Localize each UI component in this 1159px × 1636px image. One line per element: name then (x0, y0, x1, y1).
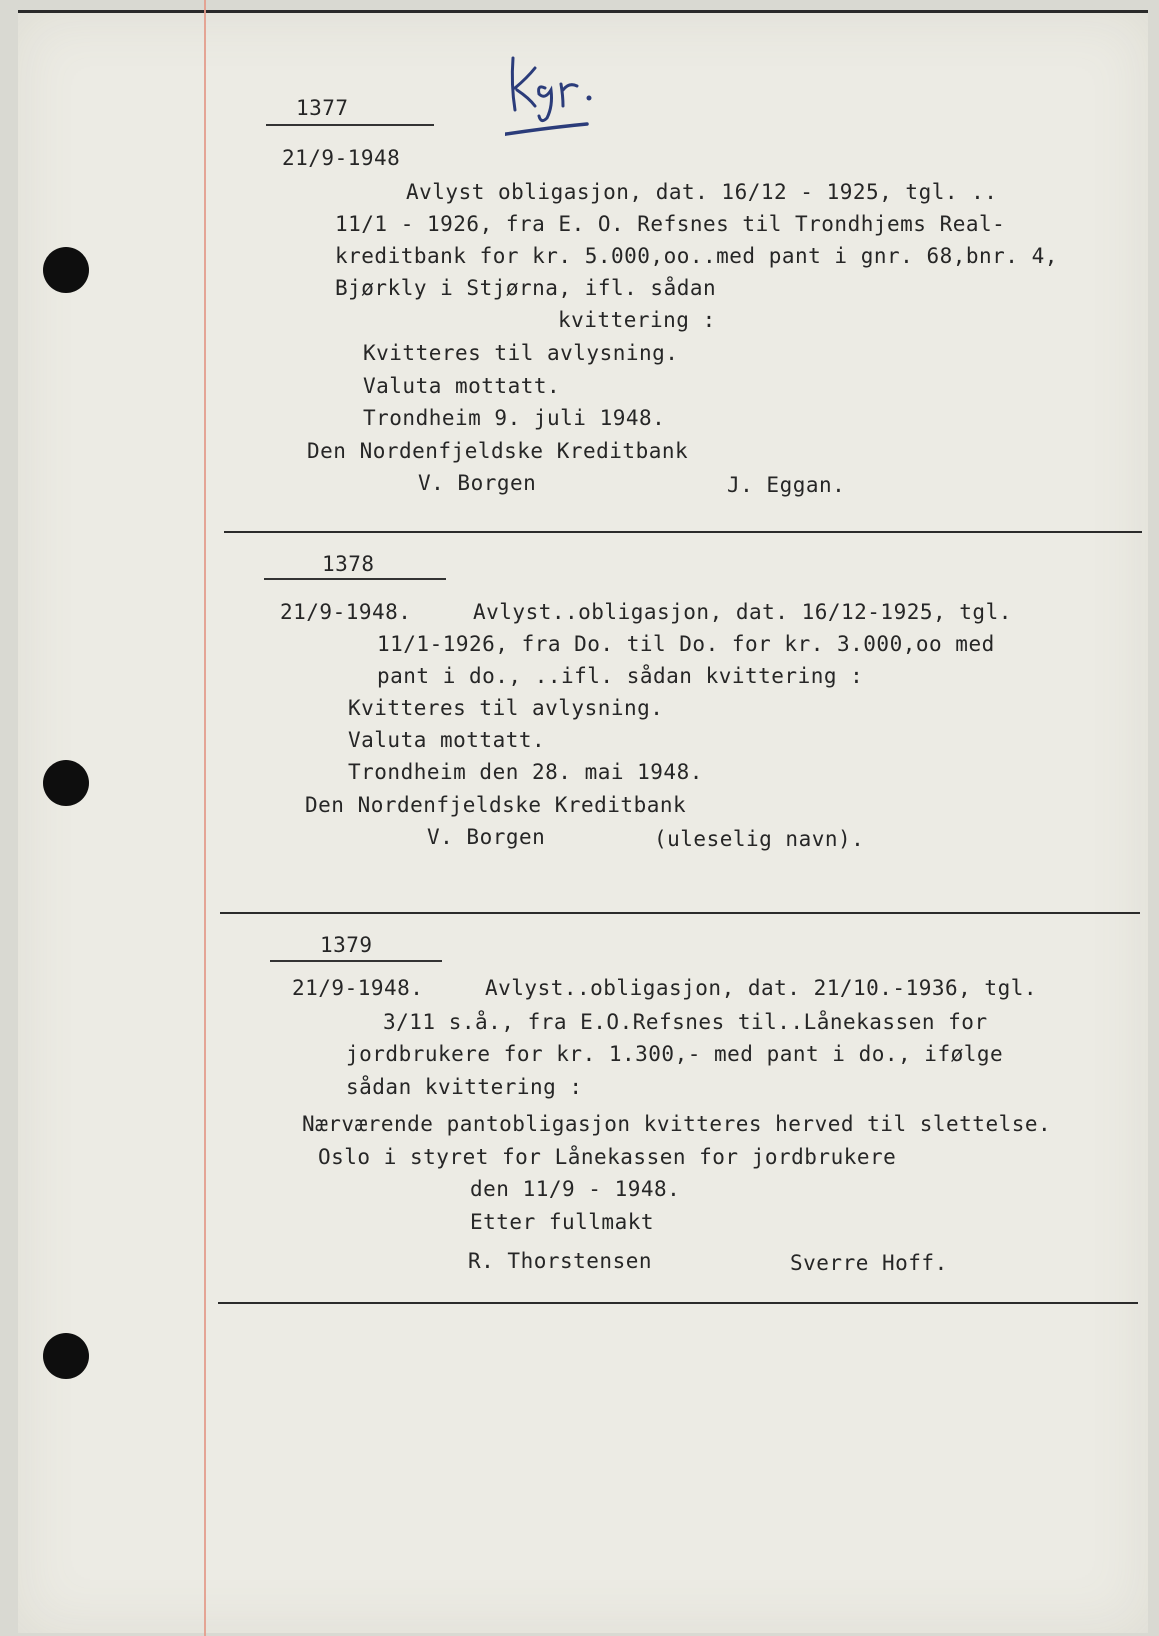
entry-text-line: Etter fullmakt (470, 1210, 655, 1234)
entry-text-line: pant i do., ..ifl. sådan kvittering : (377, 664, 864, 688)
signature-name: V. Borgen (418, 471, 537, 495)
punch-hole-top (43, 247, 89, 293)
signature-name: J. Eggan. (727, 473, 846, 497)
entry-text-line: 11/1 - 1926, fra E. O. Refsnes til Trondhjems Real- (335, 212, 1006, 236)
entry-text-line: 11/1-1926, fra Do. til Do. for kr. 3.000,oo med (377, 632, 995, 656)
entry-text-line: Avlyst obligasjon, dat. 16/12 - 1925, tgl. .. (406, 180, 998, 204)
entry-text-line: Trondheim 9. juli 1948. (363, 406, 666, 430)
entry-number-1377: 1377 (296, 96, 349, 120)
entry-text-line: Valuta mottatt. (363, 374, 561, 398)
entry-date: 21/9-1948 (282, 146, 401, 170)
handwritten-initials (505, 40, 615, 140)
entry-text-line: sådan kvittering : (346, 1075, 583, 1099)
entry-text-line: jordbrukere for kr. 1.300,- med pant i do., ifølge (346, 1042, 1004, 1066)
entry-text-line: den 11/9 - 1948. (470, 1177, 681, 1201)
signature-name: V. Borgen (427, 825, 546, 849)
entry-text-line: Avlyst..obligasjon, dat. 16/12-1925, tgl. (473, 600, 1012, 624)
entry-divider (218, 1302, 1138, 1304)
entry-divider (224, 531, 1142, 533)
entry-text-line: Valuta mottatt. (348, 728, 546, 752)
entry-text-line: Oslo i styret for Lånekassen for jordbrukere (318, 1145, 897, 1169)
signature-name: R. Thorstensen (468, 1249, 653, 1273)
entry-text-line: Bjørkly i Stjørna, ifl. sådan (335, 276, 717, 300)
entry-number-underline (264, 578, 446, 580)
entry-number-underline (270, 960, 442, 962)
punch-hole-bottom (43, 1333, 89, 1379)
entry-text-line: Avlyst..obligasjon, dat. 21/10.-1936, tgl. (485, 976, 1038, 1000)
entry-text-line: Kvitteres til avlysning. (348, 696, 664, 720)
entry-text-line: Nærværende pantobligasjon kvitteres herved til slettelse. (302, 1112, 1052, 1136)
signature-name: (uleselig navn). (654, 827, 865, 851)
entry-text-line: 3/11 s.å., fra E.O.Refsnes til..Lånekassen for (383, 1010, 988, 1034)
entry-date: 21/9-1948. (280, 600, 412, 624)
entry-number-1379: 1379 (320, 933, 373, 957)
entry-number-underline (266, 124, 434, 126)
entry-text-line: Kvitteres til avlysning. (363, 341, 679, 365)
entry-number-1378: 1378 (322, 552, 375, 576)
entry-text-line: Den Nordenfjeldske Kreditbank (307, 439, 689, 463)
entry-text-line: kvittering : (558, 308, 716, 332)
punch-hole-middle (43, 760, 89, 806)
red-margin-line (204, 0, 206, 1636)
entry-text-line: Trondheim den 28. mai 1948. (348, 760, 703, 784)
entry-text-line: kreditbank for kr. 5.000,oo..med pant i gnr. 68,bnr. 4, (335, 244, 1058, 268)
entry-text-line: Den Nordenfjeldske Kreditbank (305, 793, 687, 817)
signature-name: Sverre Hoff. (790, 1251, 948, 1275)
entry-date: 21/9-1948. (292, 976, 424, 1000)
entry-divider (220, 912, 1140, 914)
